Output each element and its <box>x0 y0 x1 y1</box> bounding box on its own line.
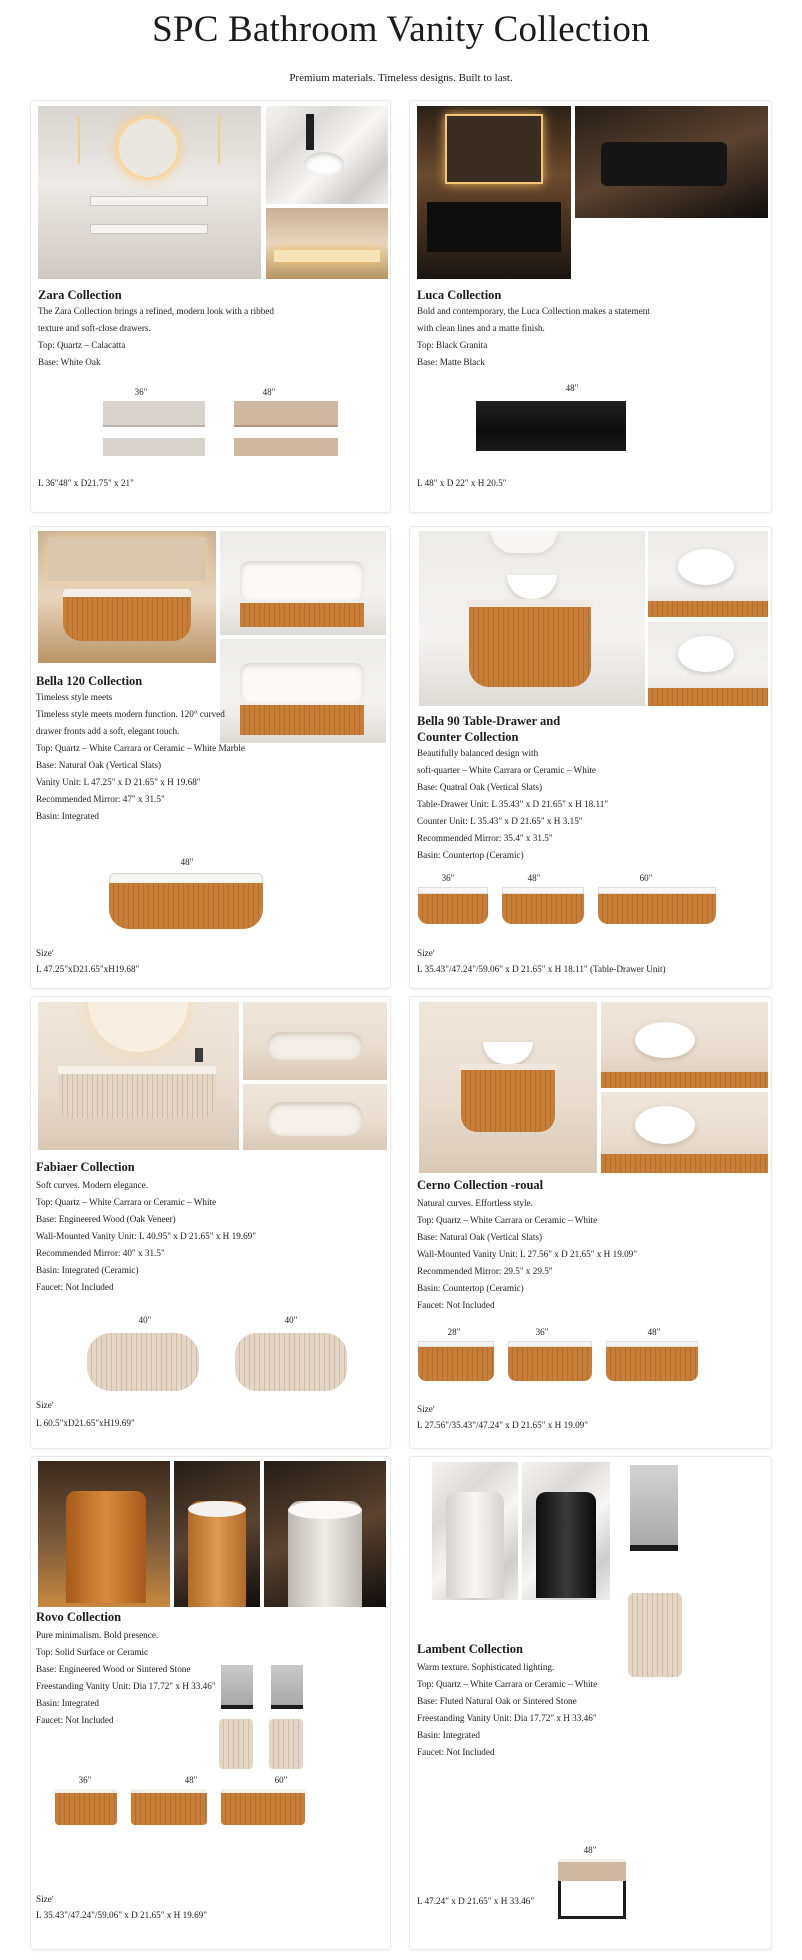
cerno-desc-line: Recommended Mirror: 29.5" x 29.5" <box>417 1266 553 1276</box>
lambent-size-text: L 47.24" x D 21.65" x H 33.46" <box>417 1896 535 1906</box>
bella120-title: Bella 120 Collection <box>36 674 143 688</box>
cerno-basin-photo-1 <box>601 1002 768 1088</box>
fabiaer-card <box>30 996 391 1449</box>
rovo-36-vanity <box>55 1789 117 1825</box>
fabiaer-basin-photo-1 <box>243 1002 387 1080</box>
fabiaer-title: Fabiaer Collection <box>36 1160 135 1174</box>
bella90-title-line: Bella 90 Table-Drawer and <box>417 714 561 728</box>
rovo-basin-photo-2 <box>264 1461 386 1607</box>
zara-size-48-label: 48" <box>262 387 276 397</box>
fabiaer-desc-line: Top: Quartz – White Carrara or Ceramic – White <box>36 1197 217 1207</box>
page-title: SPC Bathroom Vanity Collection <box>152 9 650 50</box>
bella90-card <box>409 526 772 989</box>
cerno-main-photo <box>419 1002 597 1173</box>
bella90-desc-line: soft-quarter – White Carrara or Ceramic – White <box>417 765 596 775</box>
fabiaer-40-vanity-2 <box>235 1333 347 1391</box>
rovo-pedestal-2 <box>269 1719 303 1769</box>
zara-36-vanity <box>103 401 205 425</box>
rovo-title: Rovo Collection <box>36 1610 122 1624</box>
bella90-title <box>417 713 560 745</box>
rovo-desc-line: Basin: Integrated <box>36 1698 100 1708</box>
cerno-desc-line: Basin: Countertop (Ceramic) <box>417 1283 524 1293</box>
fabiaer-desc-line: Recommended Mirror: 40" x 31.5" <box>36 1248 165 1258</box>
zara-48-top <box>234 438 338 456</box>
cerno-desc-line: Wall-Mounted Vanity Unit: L 27.56" x D 21.65" x H 19.09" <box>417 1249 638 1259</box>
fabiaer-desc-line: Faucet: Not Included <box>36 1282 114 1292</box>
luca-desc-line: Bold and contemporary, the Luca Collection makes a statement <box>417 306 650 316</box>
bella120-main-photo <box>38 531 216 663</box>
luca-basin-photo <box>575 106 768 218</box>
rovo-main-photo <box>38 1461 170 1607</box>
rovo-size-48-label: 48" <box>184 1775 198 1785</box>
cerno-size-36-label: 36" <box>535 1327 549 1337</box>
zara-size-36-label: 36" <box>134 387 148 397</box>
bella90-desc-line: Counter Unit: L 35.43" x D 21.65" x H 3.15" <box>417 816 583 826</box>
bella120-desc-line: Recommended Mirror: 47" x 31.5" <box>36 794 165 804</box>
bella90-main-photo <box>419 531 645 706</box>
fabiaer-desc-line: Wall-Mounted Vanity Unit: L 40.95" x D 21.65" x H 19.69" <box>36 1231 257 1241</box>
bella90-60-top <box>598 887 716 894</box>
cerno-size-text: L 27.56"/35.43"/47.24" x D 21.65" x H 19.09" <box>417 1420 589 1430</box>
lambent-desc-line: Top: Quartz – White Carrara or Ceramic – White <box>417 1679 598 1689</box>
lambent-desc-line: Basin: Integrated <box>417 1730 481 1740</box>
luca-size-text: L 48" x D 22" x H 20.5" <box>417 478 507 488</box>
bella120-size-label: Sizeʹ <box>36 948 54 958</box>
bella120-size-48-label: 48" <box>180 857 194 867</box>
bella120-desc-line: Top: Quartz – White Carrara or Ceramic – White Marble <box>36 743 245 753</box>
cerno-desc-line: Faucet: Not Included <box>417 1300 495 1310</box>
zara-basin-photo <box>266 106 388 204</box>
fabiaer-main-photo <box>38 1002 239 1150</box>
luca-card <box>409 100 772 513</box>
fabiaer-desc-line: Base: Engineered Wood (Oak Veneer) <box>36 1214 176 1224</box>
cerno-desc-line: Base: Natural Oak (Vertical Slats) <box>417 1232 543 1242</box>
lambent-pedestal <box>628 1593 682 1677</box>
rovo-desc-line: Base: Engineered Wood or Sintered Stone <box>36 1664 191 1674</box>
bella90-desc-line: Table-Drawer Unit: L 35.43" x D 21.65" x H 18.11" <box>417 799 609 809</box>
lambent-desc-line: Warm texture. Sophisticated lighting. <box>417 1662 555 1672</box>
lambent-card <box>409 1456 772 1950</box>
rovo-pedestal-1 <box>219 1719 253 1769</box>
cerno-48-vanity <box>606 1347 698 1381</box>
lambent-mirror <box>630 1465 678 1551</box>
zara-title: Zara Collection <box>38 288 122 302</box>
bella90-48-vanity <box>502 894 584 924</box>
bella90-36-top <box>418 887 488 894</box>
bella120-desc-line: Timeless style meets modern function. 120° curved <box>36 709 225 719</box>
luca-description <box>417 303 650 371</box>
zara-desc-line: texture and soft-close drawers. <box>38 323 151 333</box>
cerno-desc-line: Top: Quartz – White Carrara or Ceramic – White <box>417 1215 598 1225</box>
bella90-size-label: Sizeʹ <box>417 948 435 958</box>
bella90-36-vanity <box>418 894 488 924</box>
cerno-28-vanity <box>418 1347 494 1381</box>
luca-desc-line: Base: Matte Black <box>417 357 485 367</box>
lambent-desc-line: Faucet: Not Included <box>417 1747 495 1757</box>
luca-48-vanity <box>476 401 626 451</box>
bella120-desc-line: Timeless style meets <box>36 692 113 702</box>
bella120-card <box>30 526 391 989</box>
luca-title: Luca Collection <box>417 288 502 302</box>
bella120-size-text: L 47.25"xD21.65"xH19.68" <box>36 964 140 974</box>
bella120-description <box>36 689 245 825</box>
fabiaer-desc-line: Basin: Integrated (Ceramic) <box>36 1265 139 1275</box>
rovo-basin-photo-1 <box>174 1461 260 1607</box>
bella90-48-top <box>502 887 584 894</box>
rovo-size-text: L 35.43"/47.24"/59.06" x D 21.65" x H 19.69" <box>36 1910 208 1920</box>
fabiaer-40-vanity-1 <box>87 1333 199 1391</box>
lambent-size-48-label: 48" <box>583 1845 597 1855</box>
bella90-size-text: L 35.43"/47.24"/59.06" x D 21.65" x H 18.11" (Table-Drawer Unit) <box>417 964 666 974</box>
bella90-60-vanity <box>598 894 716 924</box>
rovo-description <box>36 1627 216 1729</box>
luca-desc-line: with clean lines and a matte finish. <box>417 323 545 333</box>
lambent-48-stand <box>558 1881 626 1919</box>
cerno-36-vanity <box>508 1347 592 1381</box>
bella90-size-60-label: 60" <box>639 873 653 883</box>
page-subtitle: Premium materials. Timeless designs. Built to last. <box>289 72 513 84</box>
zara-36-top <box>103 438 205 456</box>
lambent-desc-line: Base: Fluted Natural Oak or Sintered Stone <box>417 1696 577 1706</box>
bella90-desc-line: Basin: Countertop (Ceramic) <box>417 850 524 860</box>
rovo-mirror-1 <box>221 1665 253 1709</box>
bella90-size-36-label: 36" <box>441 873 455 883</box>
rovo-size-60-label: 60" <box>274 1775 288 1785</box>
bella120-48-vanity <box>109 883 263 929</box>
zara-description <box>38 303 274 371</box>
cerno-basin-photo-2 <box>601 1092 768 1173</box>
lambent-title: Lambent Collection <box>417 1642 523 1656</box>
zara-size-text: L 36"48" x D21.75" x 21" <box>38 478 134 488</box>
cerno-desc-line: Natural curves. Effortless style. <box>417 1198 533 1208</box>
bella90-size-48-label: 48" <box>527 873 541 883</box>
bella120-desc-line: Basin: Integrated <box>36 811 100 821</box>
luca-main-photo <box>417 106 571 279</box>
zara-detail-photo <box>266 208 388 279</box>
cerno-size-label: Sizeʹ <box>417 1404 435 1414</box>
zara-desc-line: Base: White Oak <box>38 357 101 367</box>
bella90-title-line: Counter Collection <box>417 730 519 744</box>
zara-main-photo <box>38 106 261 279</box>
fabiaer-description <box>36 1177 256 1296</box>
rovo-60-vanity <box>221 1789 305 1825</box>
cerno-size-28-label: 28" <box>447 1327 461 1337</box>
luca-size-48-label: 48" <box>565 383 579 393</box>
lambent-black-photo <box>522 1462 610 1600</box>
rovo-size-36-label: 36" <box>78 1775 92 1785</box>
bella120-basin-photo-1 <box>220 531 386 635</box>
zara-desc-line: Top: Quartz – Calacatta <box>38 340 126 350</box>
rovo-card <box>30 1456 391 1950</box>
fabiaer-size-text: L 60.5"xD21.65"xH19.69" <box>36 1418 135 1428</box>
bella90-description <box>417 745 608 864</box>
lambent-description <box>417 1659 597 1761</box>
fabiaer-size-40-label-2: 40" <box>284 1315 298 1325</box>
zara-card <box>30 100 391 513</box>
bella90-desc-line: Beautifully balanced design with <box>417 748 539 758</box>
fabiaer-size-40-label-1: 40" <box>138 1315 152 1325</box>
bella120-desc-line: Vanity Unit: L 47.25" x D 21.65" x H 19.68" <box>36 777 201 787</box>
rovo-mirror-2 <box>271 1665 303 1709</box>
bella90-desc-line: Base: Quatral Oak (Vertical Slats) <box>417 782 543 792</box>
cerno-title: Cerno Collection -roual <box>417 1178 544 1192</box>
cerno-card <box>409 996 772 1449</box>
bella120-desc-line: Base: Natural Oak (Vertical Slats) <box>36 760 162 770</box>
rovo-desc-line: Freestanding Vanity Unit: Dia 17.72" x H 33.46" <box>36 1681 216 1691</box>
fabiaer-basin-photo-2 <box>243 1084 387 1150</box>
rovo-desc-line: Faucet: Not Included <box>36 1715 114 1725</box>
bella90-basin-photo-1 <box>648 531 768 617</box>
cerno-description <box>417 1195 637 1314</box>
cerno-size-48-label: 48" <box>647 1327 661 1337</box>
lambent-marble-photo <box>432 1462 518 1600</box>
rovo-desc-line: Pure minimalism. Bold presence. <box>36 1630 159 1640</box>
luca-desc-line: Top: Black Granita <box>417 340 488 350</box>
rovo-48-vanity <box>131 1789 207 1825</box>
bella90-basin-photo-2 <box>648 622 768 706</box>
fabiaer-size-label: Sizeʹ <box>36 1400 54 1410</box>
rovo-desc-line: Top: Solid Surface or Ceramic <box>36 1647 149 1657</box>
lambent-desc-line: Freestanding Vanity Unit: Dia 17.72" x H 33.46" <box>417 1713 597 1723</box>
bella120-desc-line: drawer fronts add a soft, elegant touch. <box>36 726 180 736</box>
zara-48-vanity <box>234 401 338 425</box>
rovo-size-label: Sizeʹ <box>36 1894 54 1904</box>
bella90-desc-line: Recommended Mirror: 35.4" x 31.5" <box>417 833 553 843</box>
fabiaer-desc-line: Soft curves. Modern elegance. <box>36 1180 148 1190</box>
zara-desc-line: The Zara Collection brings a refined, modern look with a ribbed <box>38 306 274 316</box>
lambent-48-vanity <box>558 1859 626 1881</box>
